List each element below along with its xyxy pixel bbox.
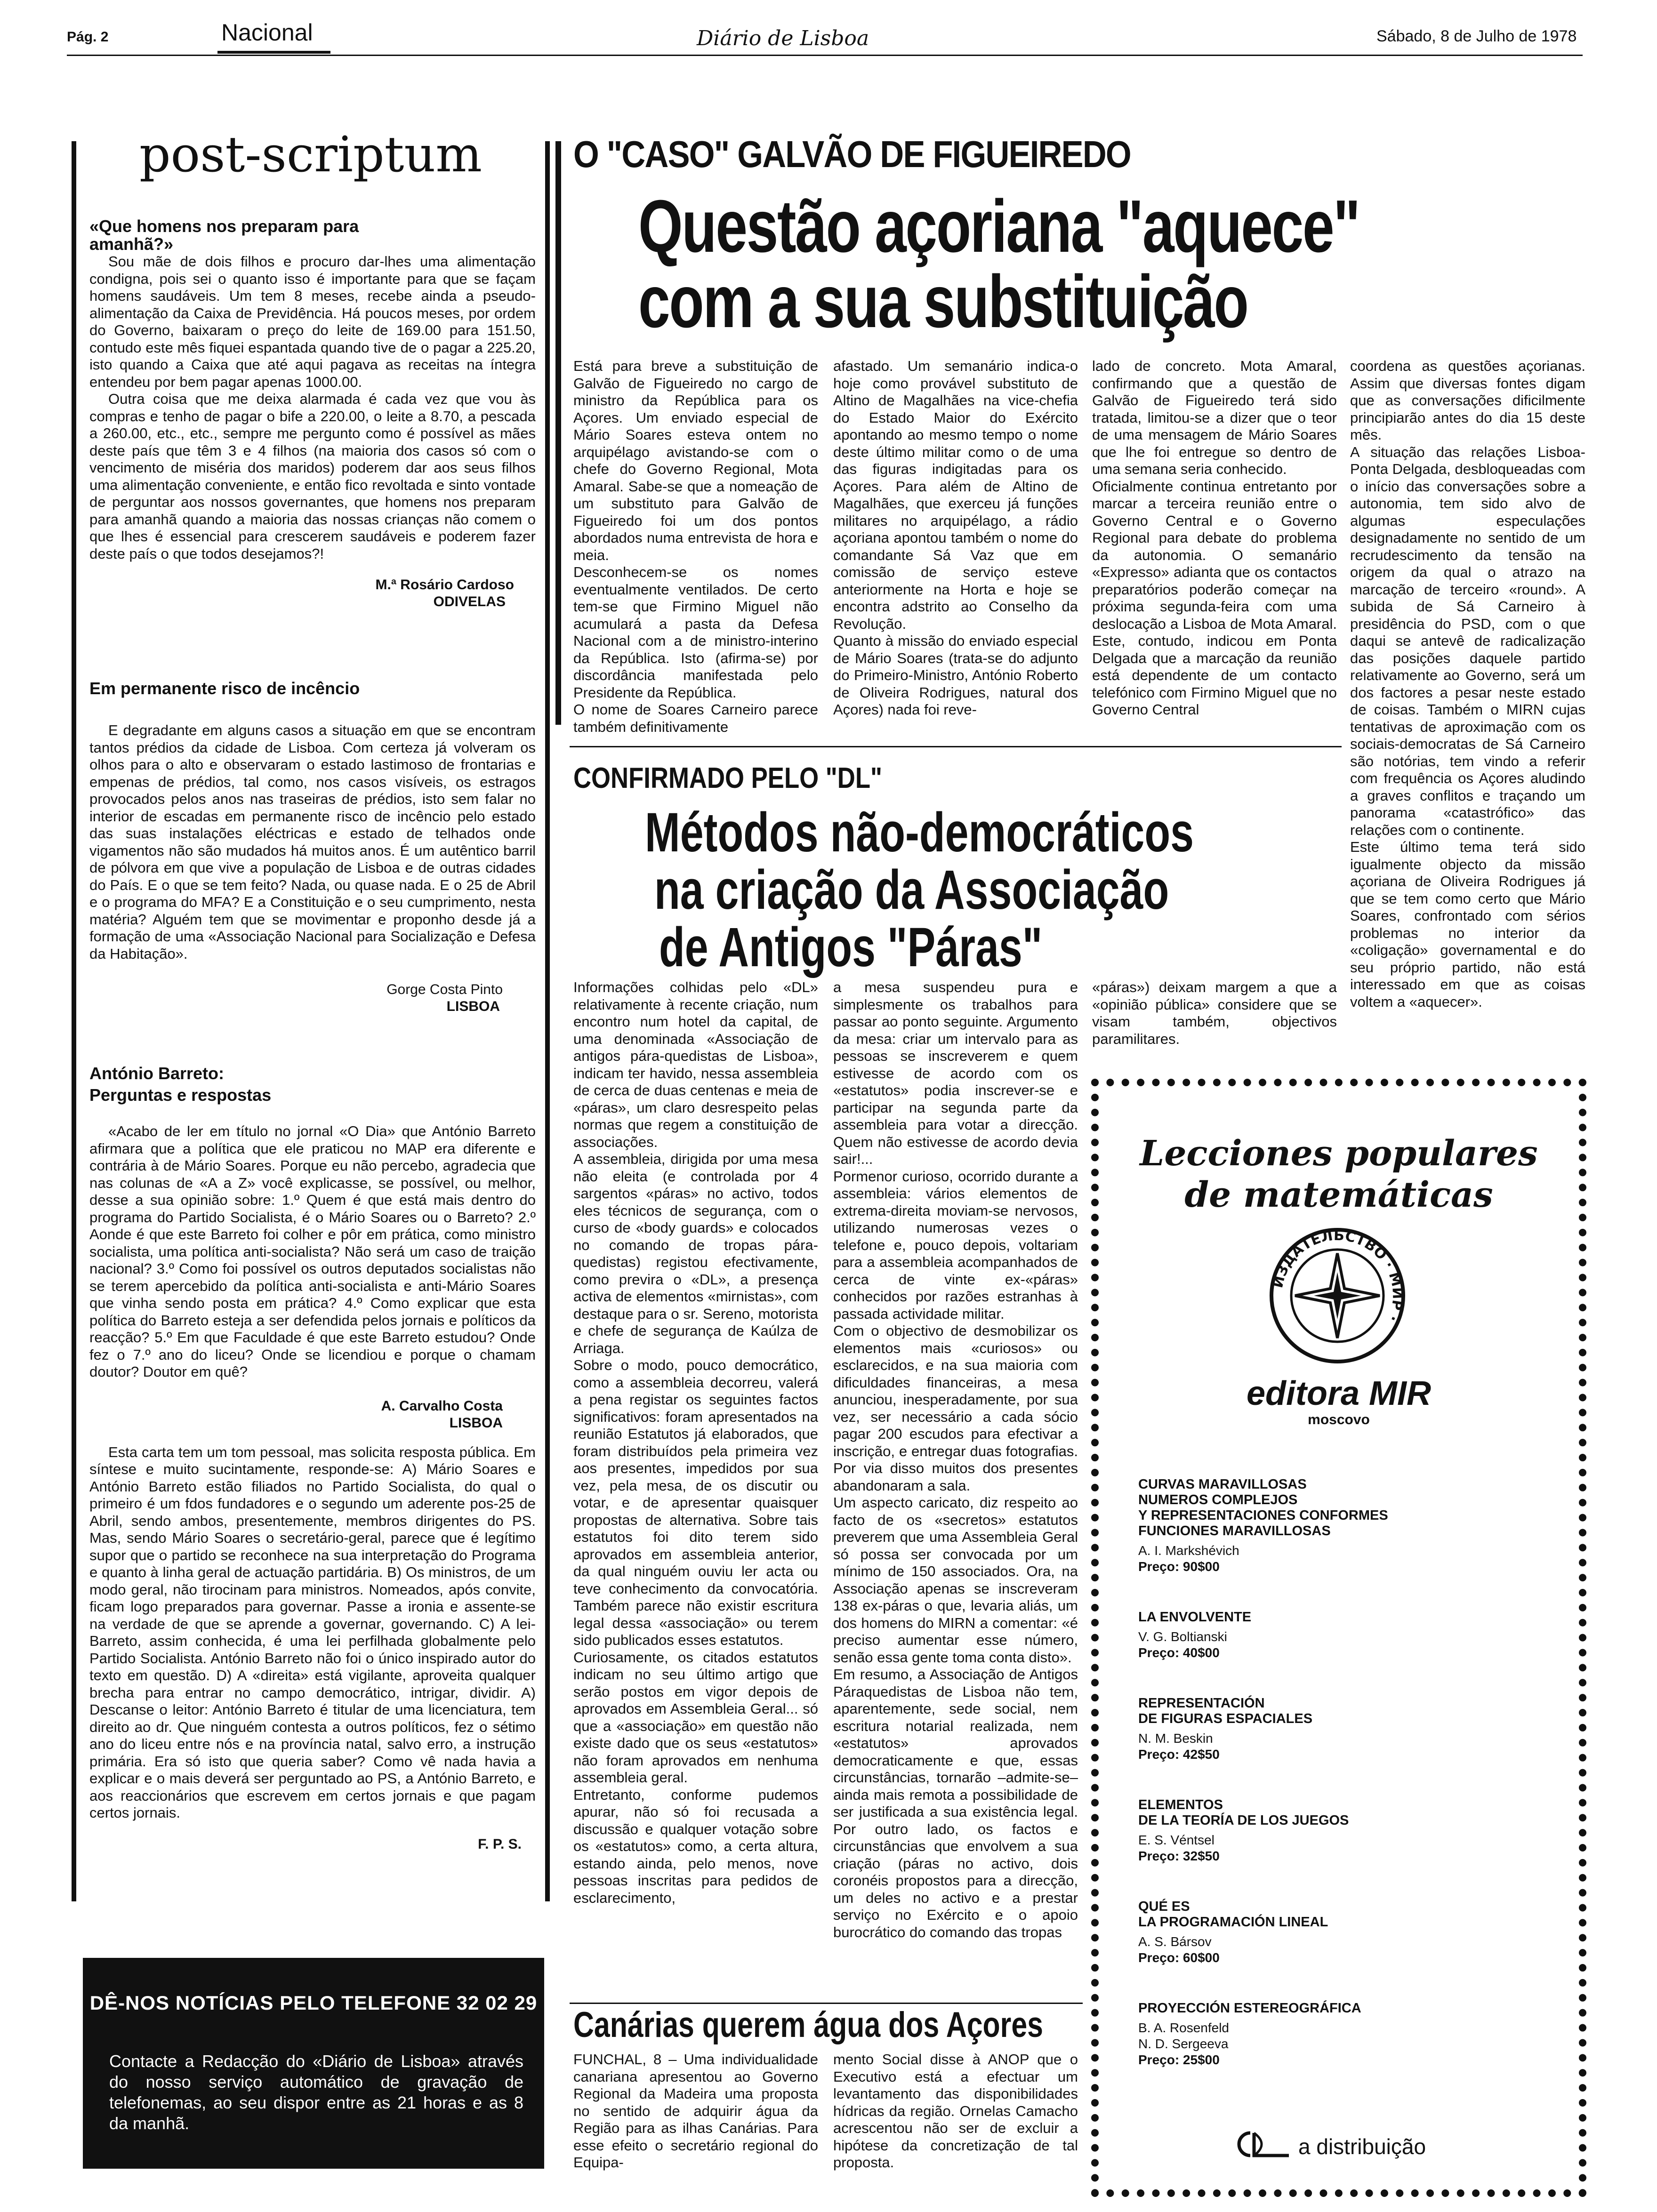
page-number: Pág. 2 (67, 29, 109, 45)
book-item (1138, 1797, 1552, 1864)
book-item (1138, 2001, 1552, 2068)
mir-advertisement (1091, 1079, 1586, 2197)
book-author: E. S. Véntsel (1138, 1833, 1215, 1847)
article2-kicker: CONFIRMADO PELO "DL" (573, 762, 883, 794)
publisher-city: moscovo (1308, 1412, 1370, 1427)
book-title: QUÉ ES (1138, 1899, 1190, 1914)
article1-column: coordena as questões açorianas. Assim que diversas fontes digam que as conversações dificilmente principiarão antes do dia 15 deste mês. A situação das relações Lisboa-Ponta Delgada, desbloqueadas com o início das conversações sobre a autonomia, tem sido alvo de algumas especulações designadamente no sentido de um recrudescimento da tensão na origem da qual o atrazo na marcação de terceiro «round». A subida de Sá Carneiro à presidência do PSD, com o que daqui se antevê de radicalização das posições daquele partido relativamente ao Governo, será um dos factores a pesar neste estado de coisas. Também o MIRN cujas tentativas de aproximação com os sociais-democratas de Sá Carneiro são notórias, tem vindo a referir com frequência os Açores aludindo a graves conflitos e traçando um panorama «catastrófico» das relações com o continente. Este último tema terá sido igualmente objecto da missão açoriana de Oliveira Rodrigues já que se tem como certo que Mário Soares, confrontado com sérios problemas no interior da «coligação» governamental e do seu próprio partido, não está interessado em que as coisas voltem a «aquecer». (1350, 358, 1585, 1010)
seal-text: ИЗДАТЕЛЬСТВО · МИР · (1269, 1227, 1406, 1324)
article1-column: Está para breve a substituição de Galvão de Figueiredo no cargo de ministro da República para os Açores. Um enviado especial de Mário Soares esteva ontem no arquipélago avistando-se com o chefe do Governo Regional, Mota Amaral. Sabe-se que a nomeação de um substituto para Galvão de Figueiredo foi um dos pontos abordados numa entrevista de hora e meia. Desconhecem-se os nomes eventualmente ventilados. De certo tem-se que Firmino Miguel não acumulará a pasta da Defesa Nacional com a de ministro-interino da República. Isto (afirma-se) por discordância manifestada pelo Presidente da República. O nome de Soares Carneiro parece também definitivamente (573, 358, 818, 735)
article2-headline: na criação da Associação (654, 859, 1169, 921)
article2-headline: Métodos não-democráticos (645, 801, 1194, 864)
distributor-text: a distribuição (1298, 2134, 1426, 2159)
book-author: V. G. Boltianski (1138, 1629, 1227, 1644)
book-item (1138, 1610, 1552, 1661)
phone-banner-text: Contacte a Redacção do «Diário de Lisboa» através do nosso serviço automático de gravação de telefonemas, ao seu dispor entre as 21 horas e as 8 da manhã. (109, 2052, 523, 2133)
newspaper-name: Diário de Lisboa (697, 26, 869, 50)
article2-column: a mesa suspendeu pura e simplesmente os trabalhos para passar ao ponto seguinte. Argumento da mesa: criar um intervalo para as pessoas se inscreverem e quem estivesse de acordo com os «estatutos» podia inscrever-se e participar na segunda parte da assembleia para votar a direcção. Quem não estivesse de acordo devia sair!... Pormenor curioso, ocorrido durante a assembleia: vários elementos de extrema-direita moviam-se nervosos, utilizando numerosas vezes o telefone e, pouco depois, voltariam para a assembleia acompanhados de cerca de vinte ex-«páras» conhecidos por razões estranhas à passada actividade militar. Com o objectivo de desmobilizar os elementos mais «curiosos» ou esclarecidos, e na sua maioria com dificuldades financeiras, a mesa anunciou, inesperadamente, por sua vez, ser necessário a cada sócio pagar 200 escudos para efectivar a inscrição, e entregar duas fotografias. Por via disso muitos dos presentes abandonaram a sala. Um aspecto caricato, diz respeito ao facto de os «secretos» estatutos preverem que uma Assembleia Geral só possa ser convocada por um mínimo de 150 associados. Ora, na Associação apenas se inscreveram 138 ex-páras o que, levaria aliás, um dos homens do MIRN a comentar: «é preciso aumentar esse número, senão essa gente toma conta disto». Em resumo, a Associação de Antigos Páraquedistas de Lisboa não tem, aparentemente, sede social, nem escritura notarial realizada, nem «estatutos» aprovados democraticamente e que, essas circunstâncias, tornarão –admite-se– ainda mais remota a possibilidade de ser justificada a sua existência legal. Por outro lado, os factos e circunstâncias que envolvem a sua criação (páras no activo, dois coronéis propostos para a direcção, um deles no activo e a prestar serviço no Exército e o apoio burocrático do comando das tropas (833, 979, 1078, 1940)
book-title: Y REPRESENTACIONES CONFORMES (1138, 1508, 1388, 1523)
ad-title: de matemáticas (1184, 1175, 1493, 1215)
book-price: Preço: 42$50 (1138, 1747, 1220, 1762)
book-item (1138, 1696, 1552, 1763)
letter-paragraph: E degradante em alguns casos a situação em que se encontram tantos prédios da cidade de Lisboa. Com certeza já volveram os olhos para o alto e observaram o estado lastimoso de frontarias e empenas de prédios, tal como, nos casos visíveis, os estragos provocados pelos anos nas traseiras de prédios, isto sem falar no interior de escadas em permanente risco de incêncio pelo estado das suas instalações eléctricas e estado de telhados onde vigamentos não são mudados há muitos anos. É um autêntico barril de pólvora em que vive a população de Lisboa e de outras cidades do País. E o que se tem feito? Nada, ou quase nada. E o 25 de Abril e o programa do MFA? E a Constituição e o seu cumprimento, nesta matéria? Alguém tem que se movimentar e proponho desde já a formação de uma «Associação Nacional para Socialização e Defesa da Habitação». (89, 722, 536, 962)
book-price: Preço: 60$00 (1138, 1950, 1220, 1965)
letter-paragraph: Outra coisa que me deixa alarmada é cada vez que vou às compras e tenho de pagar o bife a 220.00, o leite a 8.70, a pescada a 260.00, etc., etc., sempre me pergunto como é possível as mães deste país que têm 3 e 4 filhos (na maioria dos casos só com o vencimento de miséria dos maridos) poderem dar aos seus filhos uma alimentação conveniente, e então fico revoltada e sinto vontade de perguntar aos nossos governantes, que homens nos preparam para amanhã quando a maioria das nossas crianças não comem o que lhes é essencial para crescerem saudáveis e poderem fazer deste país o que todos desejamos?! (89, 391, 536, 562)
article1-bottom-rule (570, 746, 1342, 747)
letter-block-1 (89, 217, 536, 610)
letter-place: LISBOA (449, 1415, 503, 1431)
article2-bottom-rule (570, 2003, 1083, 2004)
letter-block-3 (89, 1063, 536, 1919)
book-title: ELEMENTOS (1138, 1797, 1223, 1812)
letter-heading: Em permanente risco de incêncio (89, 679, 360, 698)
section-name: Nacional (221, 19, 313, 46)
mir-seal-logo (1269, 1227, 1406, 1364)
article1-column: lado de concreto. Mota Amaral, confirmando que a questão de Galvão de Figueiredo terá sido tratada, limitou-se a dizer que o teor de uma mensagem de Mário Soares que lhe foi entregue so dentro de uma semana seria conhecido. Oficialmente continua entretanto por marcar a terceira reunião entre o Governo Central e o Governo Regional para debate do problema da autonomia. O semanário «Expresso» adianta que os contactos preparatórios poderão começar na próxima segunda-feira com uma deslocação a Lisboa de Mota Amaral. Este, contudo, indicou em Ponta Delgada que a marcação da reunião está dependente de um contacto telefónico com Firmino Miguel que no Governo Central (1092, 358, 1337, 718)
book-list (1138, 1477, 1552, 2103)
book-author: A. S. Bársov (1138, 1934, 1212, 1949)
book-title: DE FIGURAS ESPACIALES (1138, 1711, 1313, 1726)
reply-paragraph: Esta carta tem um tom pessoal, mas solicita resposta pública. Em síntese e muito sucintamente, responde-se: A) Mário Soares e António Barreto estão filiados no Partido Socialista, do qual o primeiro é um fdos fundadores e o segundo um aderente pos-25 de Abril, sendo ambos, presentemente, membros dirigentes do PS. Mas, sendo Mário Soares o secretário-geral, parece que é legítimo supor que o partido se reconhece na sua interpretação do Programa e quanto à linha geral de actuação partidária. B) Os ministros, de um modo geral, não tirocinam para ministros. Nomeados, após convite, ficam logo preparados para governar. Passe a ironia e assente-se na verdade de que se aprende a governar, governando. C) A lei-Barreto, assim conhecida, é uma lei perfilhada globalmente pelo Partido Socialista. António Barreto não foi o único inspirado autor do texto em questão. D) A «direita» está vigilante, aproveita qualquer brecha para entrar no campo democrático, intrigar, dividir. A) Descanse o leitor: António Barreto é titular de uma licenciatura, tem direito ao dr. Que ninguém contesta a outros políticos, fez o sétimo ano do liceu entre nós e na província natal, salvo erro, a instrução primária. Era só isto que queria saber? Como vê nada havia a explicar e o mais deverá ser perguntado ao PS, a António Barreto, e aos reaccionários que escrevem em certos jornais e que pagam certos jornais. (89, 1443, 536, 1821)
book-price: Preço: 32$50 (1138, 1849, 1220, 1863)
ad-title: Lecciones populares (1140, 1133, 1538, 1174)
article3-column: mento Social disse à ANOP que o Executivo está a efectuar um levantamento das disponibilidades hídricas da região. Ornelas Camacho acrescentou não ser de excluir a hipótese da concretização de tal proposta. (833, 2051, 1078, 2171)
article3-headline: Canárias querem água dos Açores (573, 2005, 1043, 2045)
letter-signature: M.ª Rosário Cardoso (375, 577, 514, 593)
book-author: B. A. Rosenfeld (1138, 2020, 1230, 2035)
article1-column: afastado. Um semanário indica-o hoje como provável substituto de Altino de Magalhães na vice-chefia do Estado Maior do Exército apontando ao mesmo tempo o nome deste último militar como o de uma das figuras indigitadas para os Açores. Para além de Altino de Magalhães, que exerceu já funções militares no arquipélago, a rádio açoriana apontou também o nome do comandante Sá Vaz que em comissão de serviço esteve anteriormente na Horta e hoje se encontra adstrito ao Conselho da Revolução. Quanto à missão do enviado especial de Mário Soares (trata-se do adjunto do Primeiro-Ministro, António Roberto de Oliveira Rodrigues, natural dos Açores) nada foi reve- (833, 358, 1078, 718)
article1-kicker: O "CASO" GALVÃO DE FIGUEIREDO (573, 133, 1131, 175)
distributor-logo (1236, 2129, 1481, 2162)
book-author: A. I. Markshévich (1138, 1543, 1239, 1558)
column-left-bar (72, 141, 76, 1901)
article1-left-bar (555, 141, 561, 725)
book-item (1138, 1477, 1552, 1575)
letter-place: LISBOA (446, 999, 500, 1014)
book-title: PROYECCIÓN ESTEREOGRÁFICA (1138, 2001, 1361, 2016)
book-title: DE LA TEORÍA DE LOS JUEGOS (1138, 1813, 1349, 1828)
article2-column: Informações colhidas pelo «DL» relativamente à recente criação, num encontro num hotel da capital, de uma denominada «Associação de antigos pára-quedistas de Lisboa», indicam ter havido, nessa assembleia de cerca de duas centenas e meia de «páras», um claro desrespeito pelas normas que regem a constituição de associações. A assembleia, dirigida por uma mesa não eleita (e controlada por 4 sargentos «páras» no activo, todos eles técnicos de segurança, com o curso de «body guards» e colocados no comando de tropas pára-quedistas) registou efectivamente, como previra o «DL», a presença activa de elementos «mirnistas», com destaque para o sr. Sereno, motorista e chefe de segurança de Kaúlza de Arriaga. Sobre o modo, pouco democrático, como a assembleia decorreu, valerá a pena registar os seguintes factos significativos: foram apresentados na reunião Estatutos já elaborados, que foram distribuídos pela primeira vez aos presentes, impedidos por sua vez, pela mesa, de os discutir ou votar, e de apresentar quaisquer propostas de alternativa. Sobre tais estatutos foi dito terem sido aprovados em assembleia anterior, da qual ninguém ouviu ler acta ou teve conhecimento da convocatória. Também parece não existir escritura legal dessa «associação» ou terem sido publicados esses estatutos. Curiosamente, os citados estatutos indicam no seu último artigo que serão postos em vigor depois de aprovados em Assembleia Geral... só que a «associação» em questão não existe dado que os seus «estatutos» não foram aprovados em nenhuma assembleia geral. Entretanto, conforme pudemos apurar, não só foi recusada a discussão e qualquer votação sobre os «estatutos» como, a certa altura, estando ainda, pelo menos, nove pessoas inscritas para pedidos de esclarecimento, (573, 979, 818, 1906)
letter-signature: Gorge Costa Pinto (386, 982, 503, 997)
article2-column: «páras») deixam margem a que a «opinião pública» considere que se visam também, objectivos paramilitares. (1092, 979, 1337, 1047)
postscriptum-title: post-scriptum (139, 126, 483, 183)
letter-heading: António Barreto: (89, 1064, 224, 1083)
letter-block-2 (89, 678, 536, 1015)
article2-headline: de Antigos "Páras" (659, 916, 1043, 978)
letter-paragraph: Sou mãe de dois filhos e procuro dar-lhes uma alimentação condigna, pois sei o quanto isso é importante para que se façam homens saudáveis. Um tem 8 meses, recebe ainda a pseudo-alimentação da Caixa de Previdência. Há poucos meses, por ordem do Governo, baixaram o preço do leite de 169.00 para 151.50, contudo este mês fiquei espantada quando tive de o pagar a 225.20, isto quando a Caixa que até aqui pagava as receitas na íntegra entendeu por bem pagar apenas 1000.00. (89, 253, 536, 390)
letter-heading: Perguntas e respostas (89, 1085, 272, 1105)
phone-banner (83, 1958, 544, 2169)
book-item (1138, 1899, 1552, 1966)
letter-signature: A. Carvalho Costa (381, 1398, 503, 1414)
section-underline (217, 51, 330, 54)
book-author: N. M. Beskin (1138, 1731, 1213, 1746)
book-price: Preço: 25$00 (1138, 2052, 1220, 2067)
book-price: Preço: 40$00 (1138, 1645, 1220, 1660)
book-title: LA PROGRAMACIÓN LINEAL (1138, 1915, 1328, 1930)
cdl-logo-icon (1236, 2129, 1293, 2159)
phone-banner-title: DÊ-NOS NOTÍCIAS PELO TELEFONE 32 02 29 (89, 1992, 538, 2014)
issue-date: Sábado, 8 de Julho de 1978 (1376, 27, 1577, 45)
letter-paragraph: «Acabo de ler em título no jornal «O Dia» que António Barreto afirmara que a política que ele praticou no MAP era diferente e contrária à de Mário Soares. Porque eu não percebo, agradecia que nas colunas de «A a Z» você explicasse, se possível, ou melhor, desse a sua opinião sobre: 1.º Quem é que está mais dentro do programa do Partido Socialista, é o Mário Soares ou o Barreto? 2.º Aonde é que este Barreto foi colher e pôr em prática, como ministro socialista, uma política anti-socialista? Não será um caso de traição nacional? 3.º Como foi possível os outros deputados socialistas não se terem apercebido da política anti-socialista e anti-Mário Soares que vinha sendo posta em prática? 4.º Como explicar que esta política do Barreto esteja a ser defendida pelos jornais e políticos da reacção? 5.º Em que Faculdade é que este Barreto estudou? Onde fez o 7.º ano do liceu? Onde se licendiou e porque o chamam doutor? Doutor em quê? (89, 1123, 536, 1380)
book-author: N. D. Sergeeva (1138, 2036, 1229, 2051)
article1-headline: Questão açoriana "aquece" (638, 185, 1359, 268)
book-title: CURVAS MARAVILLOSAS (1138, 1477, 1307, 1492)
article3-column: FUNCHAL, 8 – Uma individualidade canariana apresentou ao Governo Regional da Madeira uma proposta no sentido de adquirir água da Região para as ilhas Canárias. Para esse efeito o secretário regional do Equipa- (573, 2051, 818, 2171)
book-title: LA ENVOLVENTE (1138, 1610, 1252, 1625)
letter-heading: «Que homens nos preparam para amanhã?» (89, 216, 359, 254)
book-title: NUMEROS COMPLEJOS (1138, 1492, 1298, 1507)
column-right-bar (545, 141, 550, 1901)
book-title: FUNCIONES MARAVILLOSAS (1138, 1523, 1331, 1539)
book-price: Preço: 90$00 (1138, 1559, 1220, 1574)
letter-place: ODIVELAS (433, 594, 506, 609)
publisher-name: editora MIR (1246, 1375, 1432, 1412)
reply-signature: F. P. S. (478, 1836, 522, 1852)
header-rule (67, 55, 1583, 56)
book-title: REPRESENTACIÓN (1138, 1696, 1265, 1711)
article1-headline: com a sua substituição (638, 260, 1248, 343)
